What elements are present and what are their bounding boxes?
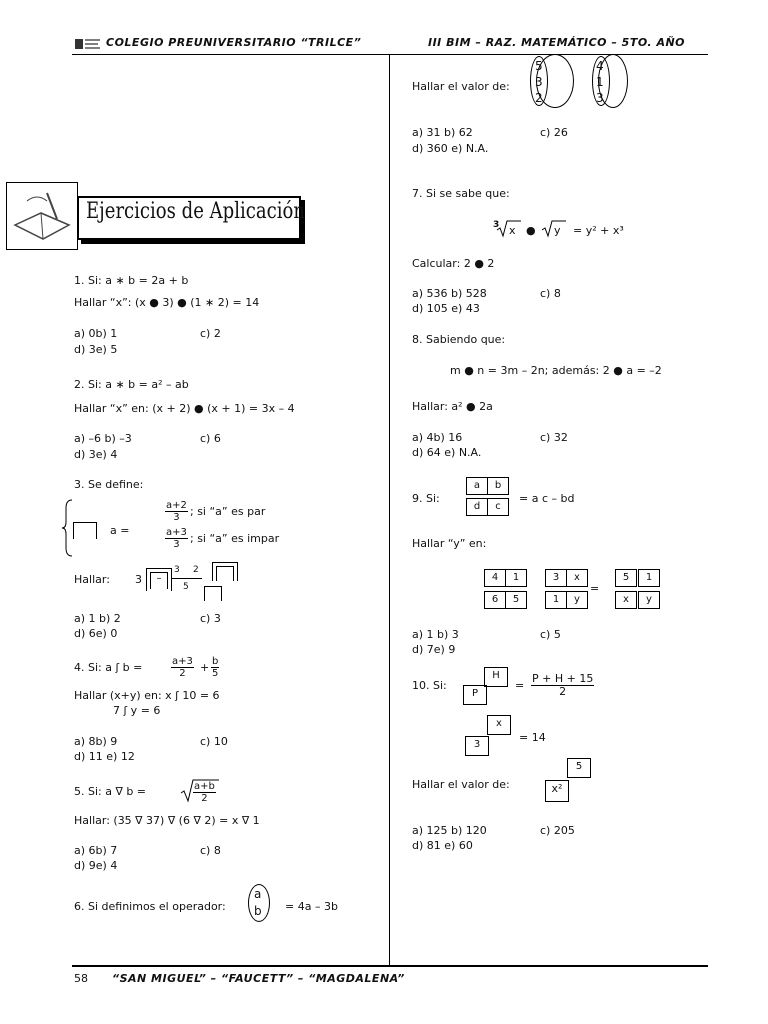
p3-option-a: a) 1 b) 2 — [74, 612, 121, 625]
p5-option-d: d) 9e) 4 — [74, 859, 118, 872]
p1-option-d: d) 3e) 5 — [74, 343, 118, 356]
p9-cell-c: c — [487, 498, 509, 516]
p7-definition: 7. Si se sabe que: — [412, 187, 510, 200]
p8-equation: m ● n = 3m – 2n; además: 2 ● a = –2 — [450, 364, 662, 377]
book-icon — [6, 182, 78, 250]
p9-definition: 9. Si: — [412, 492, 440, 505]
p9-grid3-cell: 5 — [615, 569, 637, 587]
p3-sup2: 2 — [193, 565, 199, 575]
p9-grid3-cell: x — [615, 591, 637, 609]
p7-x: x — [509, 224, 516, 237]
p10-option-d: d) 81 e) 60 — [412, 839, 473, 852]
p5-definition: 5. Si: a ∇ b = — [74, 785, 147, 798]
p3-box-right-top-inner — [216, 566, 234, 581]
p9-grid2-cell: 3 — [545, 569, 567, 587]
p3-box-inner: – — [150, 572, 168, 589]
p9-question: Hallar “y” en: — [412, 537, 487, 550]
p2-definition: 2. Si: a ∗ b = a² – ab — [74, 378, 189, 391]
p3-definition: 3. Se define: — [74, 478, 144, 491]
p4-question-line2: 7 ʃ y = 6 — [113, 704, 161, 717]
p10-box-x2: x² — [545, 780, 569, 802]
p1-question: Hallar “x”: (x ● 3) ● (1 ∗ 2) = 14 — [74, 296, 260, 309]
p6-top: a — [254, 887, 262, 901]
p4-option-a: a) 8b) 9 — [74, 735, 118, 748]
p9-result: = a c – bd — [519, 492, 575, 505]
p9-equals: = — [590, 582, 600, 595]
p6b-option-c: c) 26 — [540, 126, 568, 139]
p6-result: = 4a – 3b — [285, 900, 338, 913]
p2-option-d: d) 3e) 4 — [74, 448, 118, 461]
p6b-val-b2: 3 — [596, 91, 604, 105]
p5-question: Hallar: (35 ∇ 37) ∇ (6 ∇ 2) = x ∇ 1 — [74, 814, 260, 827]
p2-option-a: a) –6 b) –3 — [74, 432, 132, 445]
p4-option-c: c) 10 — [200, 735, 228, 748]
p4-option-d: d) 11 e) 12 — [74, 750, 135, 763]
p3-equation: a = — [110, 524, 130, 537]
footer-sites: “SAN MIGUEL” – “FAUCETT” – “MAGDALENA” — [112, 972, 405, 985]
p10-option-a: a) 125 b) 120 — [412, 824, 487, 837]
column-divider — [389, 55, 390, 965]
p9-option-d: d) 7e) 9 — [412, 643, 456, 656]
p9-grid2-cell: 1 — [545, 591, 567, 609]
p3-case-even: ; si “a” es par — [190, 505, 266, 518]
p10-box-5: 5 — [567, 758, 591, 778]
p4-question-line1: Hallar (x+y) en: x ʃ 10 = 6 — [74, 689, 220, 702]
p9-grid1-cell: 6 — [484, 591, 506, 609]
section-title: Ejercicios de Aplicación — [86, 199, 305, 224]
p1-option-a: a) 0b) 1 — [74, 327, 118, 340]
p10-definition: 10. Si: — [412, 679, 447, 692]
p6-bottom: b — [254, 904, 262, 918]
p10-question: Hallar el valor de: — [412, 778, 510, 791]
p2-question: Hallar “x” en: (x + 2) ● (x + 1) = 3x – 4 — [74, 402, 295, 415]
p6b-val-t1: 5 — [535, 59, 543, 73]
p9-cell-a: a — [466, 477, 488, 495]
p7-root-index: 3 — [493, 220, 500, 230]
p3-fraction-odd: $\frac{a+3}{3}$ — [166, 527, 187, 550]
p9-grid3-cell: y — [638, 591, 660, 609]
p6b-option-a: a) 31 b) 62 — [412, 126, 473, 139]
p8-option-a: a) 4b) 16 — [412, 431, 463, 444]
p7-result: = y² + x³ — [573, 224, 624, 237]
p10-fraction: $\frac{P + H + 15}{2}$ — [532, 672, 594, 698]
p1-definition: 1. Si: a ∗ b = 2a + b — [74, 274, 189, 287]
p3-option-d: d) 6e) 0 — [74, 627, 118, 640]
p3-fraction-even: $\frac{a+2}{3}$ — [166, 500, 187, 523]
p6b-val-m1: 3 — [535, 75, 543, 89]
p10-box-h: H — [484, 667, 508, 687]
p6-definition: 6. Si definimos el operador: — [74, 900, 226, 913]
p1-option-c: c) 2 — [200, 327, 221, 340]
p6b-val-b1: 2 — [535, 91, 543, 105]
p9-grid3-cell: 1 — [638, 569, 660, 587]
p8-option-c: c) 32 — [540, 431, 568, 444]
p6b-val-t2: 4 — [596, 59, 604, 73]
p8-definition: 8. Sabiendo que: — [412, 333, 506, 346]
p7-dot: ● — [526, 224, 536, 237]
p9-cell-d: d — [466, 498, 488, 516]
p9-cell-b: b — [487, 477, 509, 495]
p5-option-c: c) 8 — [200, 844, 221, 857]
p3-three: 3 — [135, 573, 142, 586]
p10-option-c: c) 205 — [540, 824, 575, 837]
p4-definition: 4. Si: a ʃ b = — [74, 661, 143, 674]
footer-rule — [72, 965, 708, 967]
p9-option-c: c) 5 — [540, 628, 561, 641]
p4-fraction-a: $\frac{a+3}{2}$ — [172, 656, 193, 679]
p7-option-d: d) 105 e) 43 — [412, 302, 480, 315]
p9-grid1-cell: 5 — [505, 591, 527, 609]
footer-page-number: 58 — [74, 972, 88, 985]
p2-option-c: c) 6 — [200, 432, 221, 445]
p9-grid1-cell: 1 — [505, 569, 527, 587]
p10-box-3: 3 — [465, 736, 489, 756]
p5-option-a: a) 6b) 7 — [74, 844, 118, 857]
p5-fraction: $\frac{a+b}{2}$ — [194, 781, 215, 804]
p3-case-odd: ; si “a” es impar — [190, 532, 280, 545]
p3-question: Hallar: — [74, 573, 110, 586]
p10-result: = 14 — [519, 731, 546, 744]
p7-question: Calcular: 2 ● 2 — [412, 257, 495, 270]
p3-option-c: c) 3 — [200, 612, 221, 625]
header-course: III BIM – RAZ. MATEMÁTICO – 5TO. AÑO — [428, 36, 686, 49]
p4-fraction-b: $\frac{b}{5}$ — [211, 656, 219, 679]
p9-grid1-cell: 4 — [484, 569, 506, 587]
p9-option-a: a) 1 b) 3 — [412, 628, 459, 641]
p3-sub5: 5 — [183, 582, 189, 592]
p7-option-c: c) 8 — [540, 287, 561, 300]
p3-operator-box — [73, 522, 97, 539]
p10-box-x: x — [487, 715, 511, 735]
p7-option-a: a) 536 b) 528 — [412, 287, 487, 300]
p6b-option-d: d) 360 e) N.A. — [412, 142, 489, 155]
p7-y: y — [554, 224, 561, 237]
p6b-question: Hallar el valor de: — [412, 80, 510, 93]
p10-box-p: P — [463, 685, 487, 705]
p3-sup3: 3 — [174, 565, 180, 575]
p8-question: Hallar: a² ● 2a — [412, 400, 493, 413]
school-logo — [74, 36, 102, 52]
p4-plus: + — [200, 661, 210, 674]
p9-grid2-cell: x — [566, 569, 588, 587]
p3-box-right-bottom — [204, 586, 222, 601]
header-school: COLEGIO PREUNIVERSITARIO “TRILCE” — [106, 36, 362, 49]
p3-fraction-bar — [172, 578, 202, 579]
p8-option-d: d) 64 e) N.A. — [412, 446, 482, 459]
p9-grid2-cell: y — [566, 591, 588, 609]
p6b-val-m2: 1 — [596, 75, 604, 89]
p10-equals: = — [515, 679, 525, 692]
